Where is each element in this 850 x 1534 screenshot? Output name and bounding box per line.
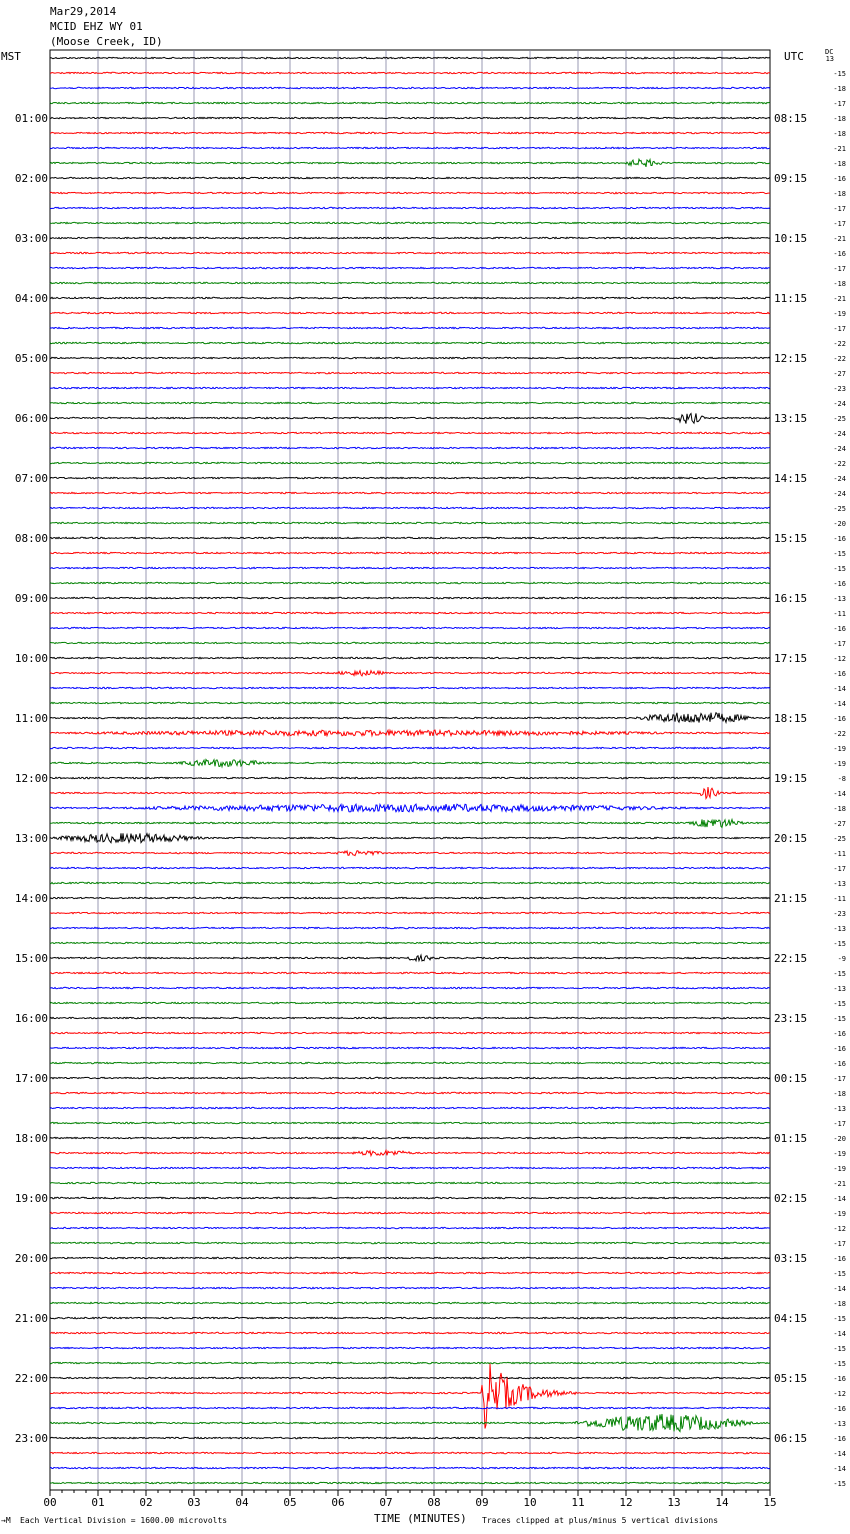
utc-hour-label: 04:15 — [774, 1312, 808, 1325]
dc-offset-label: -11 — [833, 610, 846, 618]
trace-row — [50, 1062, 770, 1063]
dc-label: DC — [825, 48, 834, 56]
utc-hour-label: 05:15 — [774, 1372, 808, 1385]
utc-hour-label: 12:15 — [774, 352, 808, 365]
trace-row — [50, 713, 770, 723]
dc-offset-label: -16 — [833, 580, 846, 588]
trace-row — [50, 537, 770, 538]
trace-row — [50, 1122, 770, 1123]
dc-offset-label: -17 — [833, 325, 846, 333]
utc-hour-label: 06:15 — [774, 1432, 808, 1445]
mst-hour-label: 05:00 — [14, 352, 48, 365]
dc-offset-label: -18 — [833, 1300, 846, 1308]
dc-offset-label: -13 — [833, 880, 846, 888]
trace-row — [50, 942, 770, 943]
utc-hour-label: 22:15 — [774, 952, 808, 965]
x-axis-label: TIME (MINUTES) — [374, 1512, 467, 1525]
trace-row — [50, 851, 770, 856]
trace-row — [50, 57, 770, 58]
dc-offset-label: -20 — [833, 520, 846, 528]
mst-hour-label: 14:00 — [14, 892, 48, 905]
dc-offset-label: -16 — [833, 175, 846, 183]
trace-row — [50, 730, 770, 736]
dc-offset-label: -11 — [833, 895, 846, 903]
dc-offset-label: -13 — [833, 1105, 846, 1113]
dc-offset-label: -15 — [833, 70, 846, 78]
station-label: MCID EHZ WY 01 — [50, 20, 143, 33]
utc-hour-label: 17:15 — [774, 652, 808, 665]
dc-offset-label: -14 — [833, 1465, 846, 1473]
dc-offset-label: -19 — [833, 760, 846, 768]
trace-row — [50, 597, 770, 598]
trace-row — [50, 1227, 770, 1228]
dc-offset-label: -16 — [833, 1255, 846, 1263]
trace-row — [50, 477, 770, 478]
trace-row — [50, 1287, 770, 1288]
dc-offset-label: -19 — [833, 1165, 846, 1173]
dc-offset-label: -15 — [833, 1345, 846, 1353]
dc-offset-label: -22 — [833, 355, 846, 363]
dc-offset-label: -15 — [833, 565, 846, 573]
mst-hour-label: 06:00 — [14, 412, 48, 425]
trace-row — [50, 1482, 770, 1483]
trace-row — [50, 972, 770, 973]
x-tick-label: 11 — [571, 1496, 585, 1509]
trace-row — [50, 955, 770, 961]
x-tick-label: 12 — [619, 1496, 633, 1509]
trace-row — [50, 833, 770, 842]
dc-offset-label: -17 — [833, 1240, 846, 1248]
mst-hour-label: 13:00 — [14, 832, 48, 845]
dc-offset-label: -19 — [833, 745, 846, 753]
trace-row — [50, 642, 770, 643]
x-tick-label: 00 — [43, 1496, 57, 1509]
dc-offset-label: -13 — [833, 1420, 846, 1428]
trace-row — [50, 1047, 770, 1048]
dc-offset-label: -16 — [833, 670, 846, 678]
dc-offset-label: -14 — [833, 790, 846, 798]
dc-offset-label: -15 — [833, 550, 846, 558]
dc-offset-label: -17 — [833, 265, 846, 273]
dc-offset-label: -27 — [833, 370, 846, 378]
trace-row — [50, 1452, 770, 1453]
dc-offset-label: -24 — [833, 430, 846, 438]
utc-hour-label: 21:15 — [774, 892, 808, 905]
trace-row — [50, 787, 770, 798]
dc-offset-label: -16 — [833, 1060, 846, 1068]
trace-row — [50, 567, 770, 568]
trace-row — [50, 132, 770, 133]
dc-offset-label: -24 — [833, 400, 846, 408]
trace-row — [50, 342, 770, 343]
trace-row — [50, 413, 770, 423]
trace-row — [50, 237, 770, 238]
trace-row — [50, 159, 770, 167]
trace-row — [50, 252, 770, 253]
trace-row — [50, 657, 770, 658]
dc-offset-label: -15 — [833, 1360, 846, 1368]
trace-row — [50, 1467, 770, 1468]
dc-offset-label: -12 — [833, 1390, 846, 1398]
trace-row — [50, 387, 770, 388]
trace-row — [50, 192, 770, 193]
utc-hour-label: 09:15 — [774, 172, 808, 185]
x-tick-label: 03 — [187, 1496, 201, 1509]
trace-row — [50, 177, 770, 178]
trace-row — [50, 222, 770, 223]
trace-row — [50, 1167, 770, 1168]
trace-row — [50, 402, 770, 403]
x-tick-label: 09 — [475, 1496, 489, 1509]
dc-offset-label: -16 — [833, 625, 846, 633]
dc-offset-label: -15 — [833, 940, 846, 948]
dc-offset-label: -18 — [833, 115, 846, 123]
dc-offset-label: -14 — [833, 1285, 846, 1293]
dc-offset-label: -15 — [833, 1480, 846, 1488]
mst-hour-label: 23:00 — [14, 1432, 48, 1445]
x-tick-label: 05 — [283, 1496, 297, 1509]
dc-offset-label: -11 — [833, 850, 846, 858]
clip-note: Traces clipped at plus/minus 5 vertical divisions — [482, 1516, 719, 1525]
trace-row — [50, 612, 770, 613]
dc-offset-label: -14 — [833, 700, 846, 708]
dc-offset-label: 13 — [825, 55, 834, 63]
mst-hour-label: 22:00 — [14, 1372, 48, 1385]
trace-row — [50, 1347, 770, 1348]
dc-offset-label: -18 — [833, 190, 846, 198]
trace-row — [50, 1002, 770, 1003]
dc-offset-label: -13 — [833, 925, 846, 933]
mst-hour-label: 18:00 — [14, 1132, 48, 1145]
trace-row — [50, 1150, 770, 1155]
dc-offset-label: -21 — [833, 235, 846, 243]
dc-offset-label: -25 — [833, 505, 846, 513]
trace-row — [50, 327, 770, 328]
trace-row — [50, 282, 770, 283]
trace-row — [50, 1077, 770, 1078]
dc-offset-label: -16 — [833, 250, 846, 258]
trace-row — [50, 1182, 770, 1183]
mst-hour-label: 12:00 — [14, 772, 48, 785]
dc-offset-label: -15 — [833, 1000, 846, 1008]
dc-offset-label: -22 — [833, 730, 846, 738]
trace-row — [50, 1242, 770, 1243]
corner-mark: →M — [1, 1516, 11, 1525]
trace-row — [50, 462, 770, 463]
dc-offset-label: -14 — [833, 1450, 846, 1458]
x-tick-label: 06 — [331, 1496, 345, 1509]
dc-offset-label: -20 — [833, 1135, 846, 1143]
mst-hour-label: 04:00 — [14, 292, 48, 305]
dc-offset-label: -14 — [833, 685, 846, 693]
utc-hour-label: 23:15 — [774, 1012, 808, 1025]
trace-row — [50, 1107, 770, 1108]
dc-offset-label: -19 — [833, 1210, 846, 1218]
trace-row — [50, 267, 770, 268]
utc-hour-label: 14:15 — [774, 472, 808, 485]
trace-row — [50, 102, 770, 103]
trace-row — [50, 447, 770, 448]
trace-row — [50, 1332, 770, 1333]
trace-row — [50, 522, 770, 523]
trace-row — [50, 912, 770, 913]
dc-offset-label: -16 — [833, 1375, 846, 1383]
dc-offset-label: -17 — [833, 1120, 846, 1128]
utc-hour-label: 19:15 — [774, 772, 808, 785]
mst-hour-label: 11:00 — [14, 712, 48, 725]
trace-row — [50, 867, 770, 868]
dc-offset-label: -18 — [833, 1090, 846, 1098]
dc-offset-label: -16 — [833, 715, 846, 723]
utc-hour-label: 16:15 — [774, 592, 808, 605]
dc-offset-label: -13 — [833, 985, 846, 993]
dc-offset-label: -17 — [833, 220, 846, 228]
dc-offset-label: -16 — [833, 535, 846, 543]
utc-hour-label: 11:15 — [774, 292, 808, 305]
trace-row — [50, 1212, 770, 1213]
dc-offset-label: -14 — [833, 1330, 846, 1338]
trace-row — [50, 1272, 770, 1273]
trace-row — [50, 1017, 770, 1018]
dc-offset-label: -8 — [837, 775, 846, 783]
x-tick-label: 04 — [235, 1496, 249, 1509]
dc-offset-label: -24 — [833, 445, 846, 453]
trace-row — [50, 147, 770, 148]
utc-hour-label: 15:15 — [774, 532, 808, 545]
mst-hour-label: 21:00 — [14, 1312, 48, 1325]
mst-hour-label: 02:00 — [14, 172, 48, 185]
dc-offset-label: -27 — [833, 820, 846, 828]
dc-offset-label: -13 — [833, 595, 846, 603]
trace-row — [50, 760, 770, 767]
trace-row — [50, 372, 770, 373]
dc-offset-label: -23 — [833, 385, 846, 393]
dc-offset-label: -17 — [833, 1075, 846, 1083]
x-tick-label: 13 — [667, 1496, 681, 1509]
trace-row — [50, 297, 770, 298]
x-tick-label: 07 — [379, 1496, 393, 1509]
trace-row — [50, 747, 770, 748]
dc-offset-label: -24 — [833, 490, 846, 498]
trace-row — [50, 507, 770, 508]
x-tick-label: 02 — [139, 1496, 153, 1509]
date-label: Mar29,2014 — [50, 5, 117, 18]
utc-hour-label: 13:15 — [774, 412, 808, 425]
trace-row — [50, 207, 770, 208]
trace-row — [50, 897, 770, 898]
dc-offset-label: -18 — [833, 85, 846, 93]
dc-offset-label: -18 — [833, 280, 846, 288]
x-tick-label: 14 — [715, 1496, 729, 1509]
utc-hour-label: 01:15 — [774, 1132, 808, 1145]
trace-row — [50, 1137, 770, 1138]
trace-row — [50, 1362, 770, 1363]
dc-offset-label: -21 — [833, 1180, 846, 1188]
trace-row — [50, 1377, 770, 1378]
dc-offset-label: -16 — [833, 1045, 846, 1053]
trace-row — [50, 1437, 770, 1438]
dc-offset-label: -18 — [833, 805, 846, 813]
mst-hour-label: 17:00 — [14, 1072, 48, 1085]
dc-offset-label: -17 — [833, 100, 846, 108]
dc-offset-label: -9 — [837, 955, 846, 963]
mst-hour-label: 08:00 — [14, 532, 48, 545]
dc-offset-label: -17 — [833, 865, 846, 873]
dc-offset-label: -25 — [833, 835, 846, 843]
utc-hour-label: 03:15 — [774, 1252, 808, 1265]
trace-row — [50, 1407, 770, 1408]
dc-offset-label: -15 — [833, 1315, 846, 1323]
dc-offset-label: -21 — [833, 295, 846, 303]
x-tick-label: 01 — [91, 1496, 105, 1509]
trace-row — [50, 671, 770, 676]
dc-offset-label: -21 — [833, 145, 846, 153]
trace-row — [50, 927, 770, 928]
trace-row — [50, 117, 770, 118]
dc-offset-label: -25 — [833, 415, 846, 423]
trace-row — [50, 1032, 770, 1033]
dc-offset-label: -15 — [833, 1270, 846, 1278]
trace-row — [50, 987, 770, 988]
dc-offset-label: -14 — [833, 1195, 846, 1203]
trace-row — [50, 492, 770, 493]
utc-hour-label: 20:15 — [774, 832, 808, 845]
x-tick-label: 08 — [427, 1496, 441, 1509]
trace-row — [50, 777, 770, 778]
utc-hour-label: 18:15 — [774, 712, 808, 725]
mst-axis-title: MST — [1, 50, 21, 63]
dc-offset-label: -17 — [833, 640, 846, 648]
dc-offset-label: -16 — [833, 1405, 846, 1413]
mst-hour-label: 19:00 — [14, 1192, 48, 1205]
trace-row — [50, 1317, 770, 1318]
mst-hour-label: 07:00 — [14, 472, 48, 485]
trace-row — [50, 72, 770, 73]
trace-row — [50, 87, 770, 88]
dc-offset-label: -17 — [833, 205, 846, 213]
dc-offset-label: -15 — [833, 1015, 846, 1023]
dc-offset-label: -24 — [833, 475, 846, 483]
x-tick-label: 15 — [763, 1496, 777, 1509]
mst-hour-label: 09:00 — [14, 592, 48, 605]
dc-offset-label: -18 — [833, 130, 846, 138]
trace-row — [50, 882, 770, 883]
trace-row — [50, 552, 770, 553]
dc-offset-label: -22 — [833, 340, 846, 348]
utc-hour-label: 10:15 — [774, 232, 808, 245]
trace-row — [50, 687, 770, 688]
mst-hour-label: 16:00 — [14, 1012, 48, 1025]
x-tick-label: 10 — [523, 1496, 537, 1509]
dc-offset-label: -18 — [833, 160, 846, 168]
mst-hour-label: 20:00 — [14, 1252, 48, 1265]
dc-offset-label: -12 — [833, 655, 846, 663]
trace-row — [50, 432, 770, 433]
utc-hour-label: 02:15 — [774, 1192, 808, 1205]
trace-row — [50, 1092, 770, 1093]
trace-row — [50, 312, 770, 313]
scale-note: Each Vertical Division = 1600.00 microvolts — [20, 1516, 228, 1525]
dc-offset-label: -23 — [833, 910, 846, 918]
location-label: (Moose Creek, ID) — [50, 35, 163, 48]
dc-offset-label: -12 — [833, 1225, 846, 1233]
dc-offset-label: -16 — [833, 1435, 846, 1443]
utc-hour-label: 08:15 — [774, 112, 808, 125]
trace-row — [50, 357, 770, 358]
dc-offset-label: -16 — [833, 1030, 846, 1038]
dc-offset-label: -19 — [833, 1150, 846, 1158]
dc-offset-label: -19 — [833, 310, 846, 318]
utc-axis-title: UTC — [784, 50, 804, 63]
trace-row — [50, 804, 770, 812]
trace-row — [50, 1197, 770, 1198]
utc-hour-label: 00:15 — [774, 1072, 808, 1085]
mst-hour-label: 15:00 — [14, 952, 48, 965]
trace-row — [50, 1302, 770, 1303]
trace-row — [50, 1257, 770, 1258]
dc-offset-label: -15 — [833, 970, 846, 978]
trace-row — [50, 627, 770, 628]
dc-offset-label: -22 — [833, 460, 846, 468]
trace-row — [50, 820, 770, 828]
mst-hour-label: 10:00 — [14, 652, 48, 665]
trace-row — [50, 582, 770, 583]
mst-hour-label: 03:00 — [14, 232, 48, 245]
trace-row — [50, 1414, 770, 1432]
trace-row — [50, 702, 770, 703]
mst-hour-label: 01:00 — [14, 112, 48, 125]
